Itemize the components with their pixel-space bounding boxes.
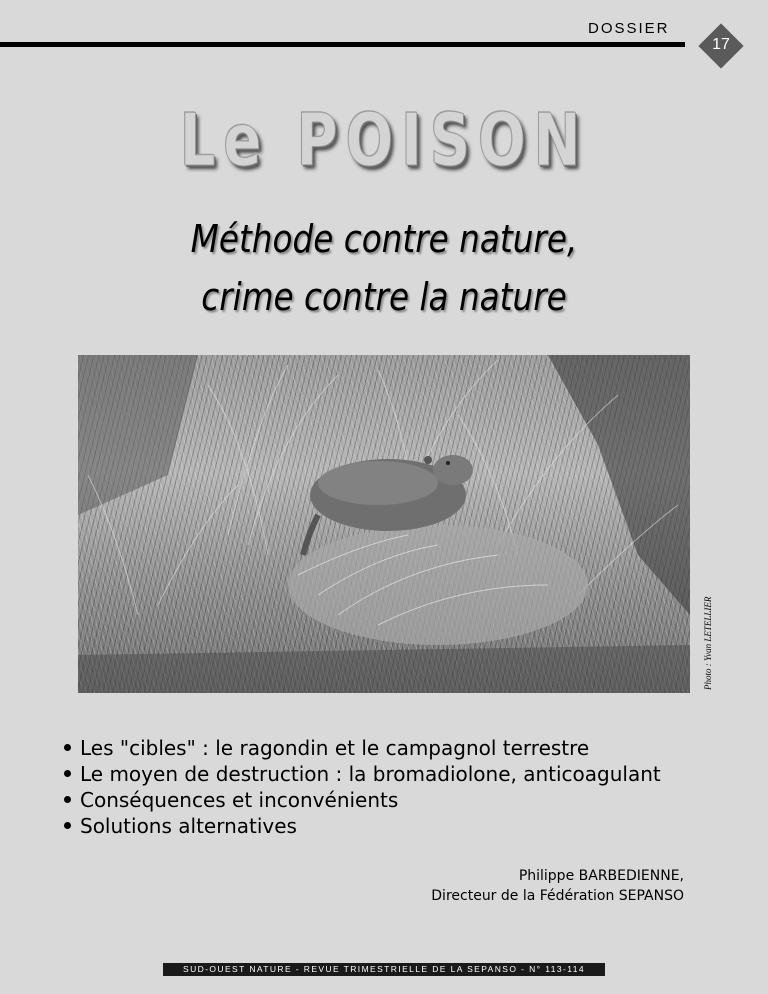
header-rule xyxy=(0,42,685,47)
list-item-text: Les "cibles" : le ragondin et le campagnol terrestre xyxy=(80,736,590,760)
list-item-text: Conséquences et inconvénients xyxy=(80,788,399,812)
author-name: Philippe BARBEDIENNE, xyxy=(518,868,684,884)
list-item xyxy=(64,787,661,813)
page-number: 17 xyxy=(712,36,730,53)
nutria-illustration xyxy=(78,355,690,693)
bullet-icon xyxy=(64,822,71,829)
page-number-badge xyxy=(697,22,745,70)
list-item xyxy=(64,735,661,761)
topic-list xyxy=(64,735,661,839)
list-item xyxy=(64,813,661,839)
author-role: Directeur de la Fédération SEPANSO xyxy=(431,888,684,904)
list-item-text: Solutions alternatives xyxy=(80,814,297,838)
bullet-icon xyxy=(64,796,71,803)
list-item-text: Le moyen de destruction : la bromadiolone, anticoagulant xyxy=(80,762,661,786)
nutria-photo xyxy=(78,355,690,693)
list-item xyxy=(64,761,661,787)
footer-banner: SUD-OUEST NATURE - REVUE TRIMESTRIELLE DE LA SEPANSO - N° 113-114 xyxy=(163,963,605,976)
subtitle-line-2: crime contre la nature xyxy=(201,275,567,319)
author-block xyxy=(431,866,684,906)
photo-credit: Photo : Yvan LETELLIER xyxy=(703,596,713,690)
section-label: DOSSIER xyxy=(588,20,670,37)
subtitle-line-1: Méthode contre nature, xyxy=(190,217,578,261)
bullet-icon xyxy=(64,744,71,751)
bullet-icon xyxy=(64,770,71,777)
page-title: Le POISON xyxy=(179,98,589,182)
